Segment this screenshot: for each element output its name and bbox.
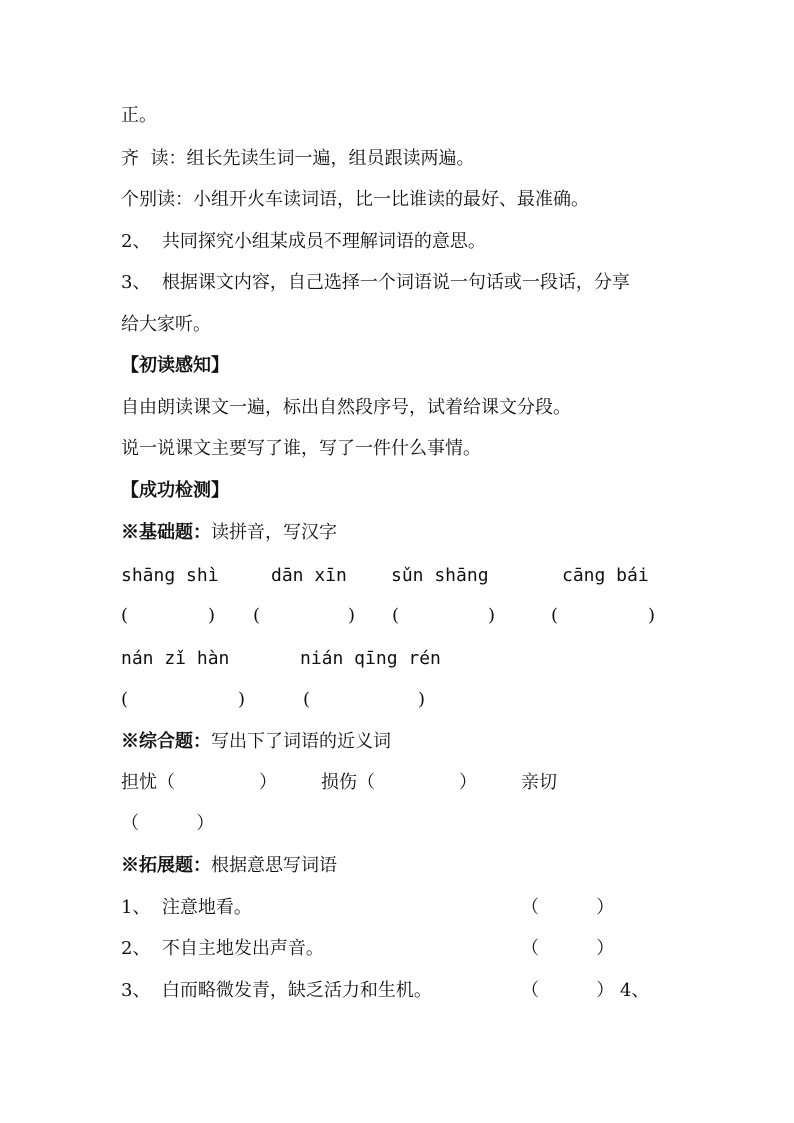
synonym-word: 担忧（: [121, 772, 175, 793]
comprehensive-title: ※综合题：: [121, 731, 211, 752]
extension-item: 3、 白而略微发青，缺乏活力和生机。: [121, 980, 432, 1001]
synonym-word: 损伤（: [321, 772, 375, 793]
pinyin: shāng shì: [121, 565, 219, 586]
answer-paren-open: (: [392, 605, 400, 626]
basic-text: 读拼音，写汉字: [211, 522, 337, 543]
synonym-word: 亲切: [521, 772, 557, 793]
pinyin: dān xīn: [271, 565, 347, 586]
extension-title: ※拓展题：: [121, 855, 211, 876]
answer-paren-close: ): [648, 605, 656, 626]
answer-paren-close: ）: [459, 772, 477, 793]
answer-blank: （ ）: [521, 938, 615, 959]
text-line: 齐 读：组长先读生词一遍，组员跟读两遍。: [121, 148, 475, 169]
basic-question: [121, 521, 337, 545]
pinyin: nián qīng rén: [300, 648, 441, 669]
section-heading: 【成功检测】: [121, 480, 229, 501]
answer-paren-open: (: [253, 605, 261, 626]
answer-paren-close: ): [348, 605, 356, 626]
answer-blank: （ ）: [121, 813, 215, 834]
text-line: 自由朗读课文一遍，标出自然段序号，试着给课文分段。: [121, 397, 571, 418]
answer-paren-close: ): [488, 605, 496, 626]
comprehensive-question: [121, 730, 391, 754]
answer-blank: （ ）: [521, 897, 615, 918]
extension-item: 2、 不自主地发出声音。: [121, 938, 324, 959]
text-line: 说一说课文主要写了谁，写了一件什么事情。: [121, 438, 481, 459]
text-line: 个别读：小组开火车读词语，比一比谁读的最好、最准确。: [121, 189, 589, 210]
answer-paren-close: ): [418, 689, 426, 710]
comprehensive-text: 写出下了词语的近义词: [211, 731, 391, 752]
extension-item: 1、 注意地看。: [121, 897, 252, 918]
answer-paren-close: ): [208, 605, 216, 626]
text-line: 3、 根据课文内容，自己选择一个词语说一句话或一段话，分享: [121, 272, 630, 293]
text-line: 正。: [121, 105, 157, 126]
pinyin: cāng bái: [562, 565, 649, 586]
answer-paren-open: (: [121, 605, 129, 626]
answer-paren-close: ): [238, 689, 246, 710]
basic-title: ※基础题：: [121, 522, 211, 543]
section-heading: 【初读感知】: [121, 355, 229, 376]
answer-paren-open: (: [121, 689, 129, 710]
text-line: 给大家听。: [121, 314, 211, 335]
extension-question: [121, 854, 337, 878]
answer-blank: （ ） 4、: [521, 980, 650, 1001]
answer-paren-open: (: [551, 605, 559, 626]
pinyin: sǔn shāng: [391, 565, 489, 586]
text-line: 2、 共同探究小组某成员不理解词语的意思。: [121, 231, 486, 252]
extension-text: 根据意思写词语: [211, 855, 337, 876]
answer-paren-close: ）: [259, 772, 277, 793]
answer-paren-open: (: [303, 689, 311, 710]
pinyin: nán zǐ hàn: [121, 648, 230, 669]
